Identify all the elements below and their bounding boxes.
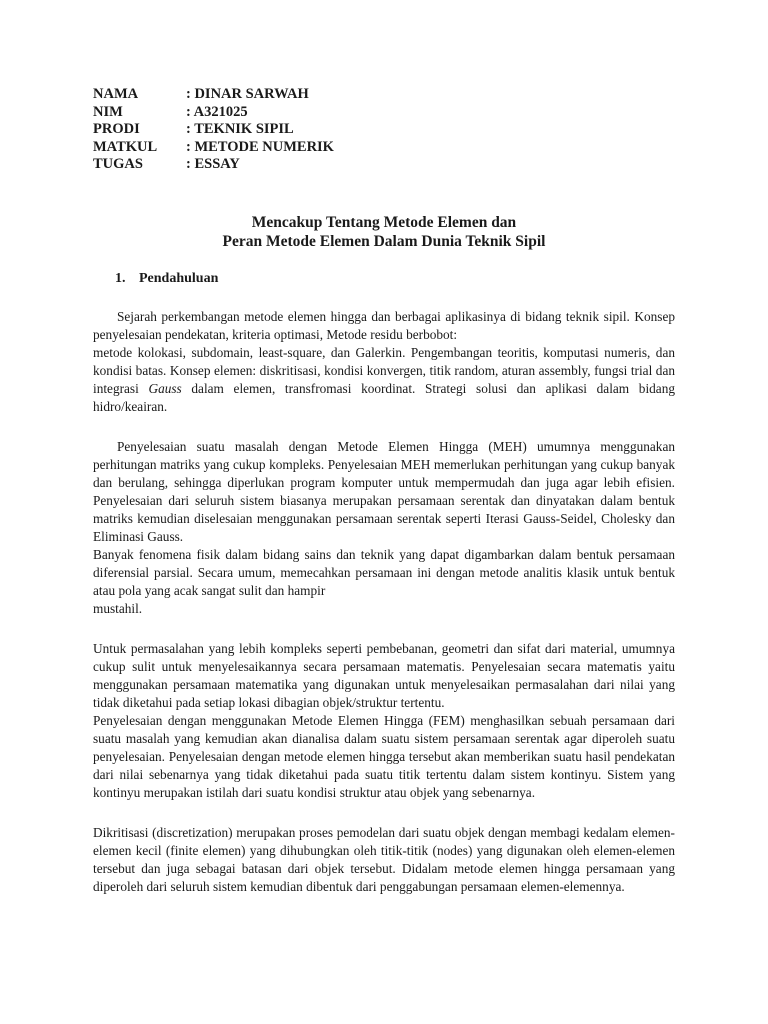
paragraph-6: Dikritisasi (discretization) merupakan proses pemodelan dari suatu objek dengan membagi kedalam elemen-elemen kecil (finite elemen) yang dihubungkan oleh titik-titik (nodes) yang digunakan oleh elemen-elemen tersebut dan juga sebagai batasan dari objek tersebut. Didalam metode elemen hingga persamaan yang diperoleh dari seluruh sistem kemudian dibentuk dari penggabungan persamaan elemen-elemennya. [93, 824, 675, 894]
title-line-1: Mencakup Tentang Metode Elemen dan [251, 213, 517, 231]
paragraph-1b-start: metode kolokasi, subdomain, least-square, dan Galerkin. Pengembangan teoritis, komputasi numeris, dan kondisi batas. Konsep elemen: diskritisasi, kondisi konvergen, titik random, aturan assembly, fungsi trial dan integrasi [93, 344, 675, 396]
info-value: : ESSAY [186, 156, 240, 172]
info-label: NIM [93, 103, 123, 120]
document-title [93, 213, 675, 251]
document-page [93, 86, 675, 896]
info-row-matkul [93, 139, 675, 157]
info-row-nim [93, 104, 675, 122]
section-heading [115, 270, 675, 288]
gauss-term: Gauss [148, 380, 182, 396]
paragraph-5: Penyelesaian dengan menggunakan Metode Elemen Hingga (FEM) menghasilkan sebuah persamaan dari suatu masalah yang kemudian akan dianalisa dalam suatu sistem persamaan serentak agar diperoleh suatu penyelesaian. Penyelesaian dengan metode elemen hingga tersebut akan memberikan suatu hasil pendekatan dari nilai sebenarnya yang tidak diketahui pada suatu titik tertentu dalam sistem kontinyu. Sistem yang kontinyu merupakan istilah dari suatu kondisi struktur atau objek yang sebenarnya. [93, 712, 675, 800]
info-label: NAMA [93, 86, 139, 102]
info-label: MATKUL [93, 138, 158, 155]
paragraph-1a: Sejarah perkembangan metode elemen hingga dan berbagai aplikasinya di bidang teknik sipil. Konsep penyelesaian pendekatan, kriteria optimasi, Metode residu berbobot: [93, 308, 675, 342]
paragraph-1b [93, 344, 675, 416]
paragraph-2: Penyelesaian suatu masalah dengan Metode Elemen Hingga (MEH) umumnya menggunakan perhitungan matriks yang cukup kompleks. Penyelesaian MEH memerlukan perhitungan yang cukup banyak dan berulang, sehingga diperlukan program komputer untuk mempermudah dan juga agar lebih efisien. Penyelesaian dari seluruh sistem biasanya merupakan persamaan serentak dan dinyatakan dalam bentuk matriks kemudian diselesaian menggunakan persamaan serentak seperti Iterasi Gauss-Seidel, Cholesky dan Eliminasi Gauss. [93, 438, 675, 544]
info-value: : A321025 [186, 103, 248, 120]
title-line-2: Peran Metode Elemen Dalam Dunia Teknik Sipil [222, 232, 546, 250]
paragraph-4: Untuk permasalahan yang lebih kompleks seperti pembebanan, geometri dan sifat dari material, umumnya cukup sulit untuk menyelesaikannya secara persamaan matematis. Penyelesaian secara matematis yaitu menggunakan persamaan matematika yang digunakan untuk menyelesaikan permasalahan dari nilai yang tidak diketahui pada setiap lokasi dibagian objek/struktur tertentu. [93, 640, 675, 710]
info-value: : DINAR SARWAH [186, 86, 309, 102]
info-label: TUGAS [93, 156, 143, 172]
section-title: Pendahuluan [139, 270, 219, 286]
section-number: 1. [115, 270, 126, 286]
info-label: PRODI [93, 121, 140, 137]
info-row-tugas [93, 156, 675, 174]
info-row-nama [93, 86, 675, 104]
paragraph-1b-end: dalam elemen, transfromasi koordinat. Strategi solusi dan aplikasi dalam bidang hidro/keairan. [93, 380, 675, 414]
info-value: : METODE NUMERIK [186, 138, 334, 155]
info-value: : TEKNIK SIPIL [186, 121, 294, 137]
student-info [93, 86, 675, 174]
info-row-prodi [93, 121, 675, 139]
paragraph-3-end: mustahil. [93, 600, 143, 616]
paragraph-3: Banyak fenomena fisik dalam bidang sains dan teknik yang dapat digambarkan dalam bentuk persamaan diferensial parsial. Secara umum, memecahkan persamaan ini dengan metode analitis klasik untuk bentuk atau pola yang acak sangat sulit dan hampir [93, 546, 675, 598]
